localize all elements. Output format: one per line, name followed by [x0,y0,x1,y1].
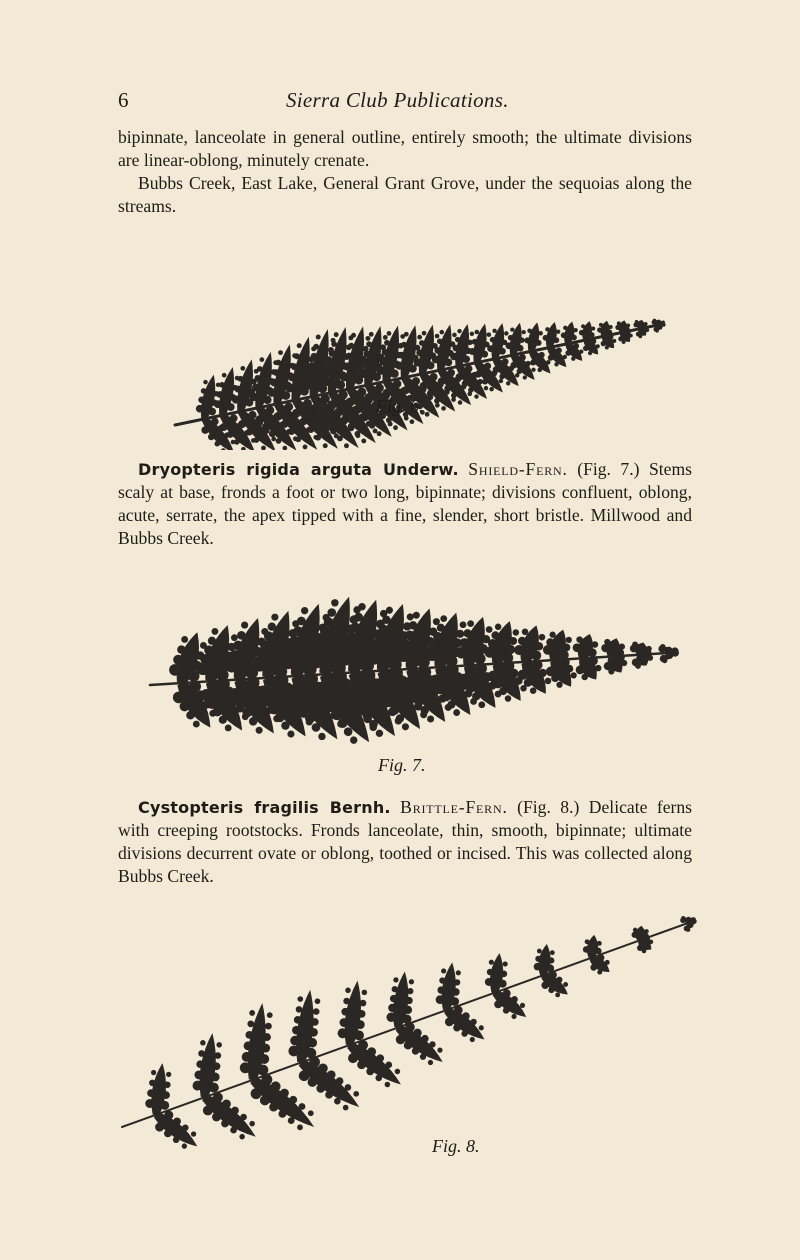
paragraph-localities: Bubbs Creek, East Lake, General Grant Grove, under the sequoias along the streams. [118,173,692,216]
pinna-up [546,322,557,348]
entry-cystopteris [118,796,692,888]
page-header [118,88,696,118]
description-dryopteris: Stems scaly at base, fronds a foot or two long, bipinnate; divisions confluent, oblong, acute, serrate, the apex tipped with a fine, slender, short bristle. Millwood and Bubbs Creek. [118,459,693,548]
fig-reference-7: (Fig. 7.) [577,459,640,479]
fig-reference-8: (Fig. 8.) [517,797,580,817]
page-number: 6 [118,88,129,112]
figure-7-caption: Fig. 7. [378,755,426,775]
entry-dryopteris [118,458,692,550]
paragraph-continuation: bipinnate, lanceolate in general outline, entirely smooth; the ultimate divisions are linear-oblong, minutely crenate. [118,127,692,170]
fern-illustration-fig-6 [0,240,800,450]
species-name-dryopteris: Dryopteris rigida arguta Underw. [138,460,459,479]
figure-8-caption: Fig. 8. [432,1136,480,1156]
fern-illustration-fig-7 [0,565,800,765]
common-name-brittle-fern: Brittle-Fern. [400,797,508,817]
common-name-shield-fern: Shield-Fern. [468,459,568,479]
pinna-up [587,935,598,958]
pinna-up [528,322,539,351]
pinna-down [250,1077,314,1127]
running-title: Sierra Club Publications. [286,88,509,112]
species-name-cystopteris: Cystopteris fragilis Bernh. [138,798,391,817]
pinna-up [564,322,574,345]
description-cystopteris: Delicate ferns with creeping rootstocks. Fronds lanceolate, thin, smooth, bipinnate; ultimate divisions decurrent ovate or oblong, toothed or incised. This was collected along Bubbs Creek. [118,797,693,886]
fern-illustration-fig-8 [0,895,800,1150]
figure-6-caption: Fig. 6. [376,396,424,416]
